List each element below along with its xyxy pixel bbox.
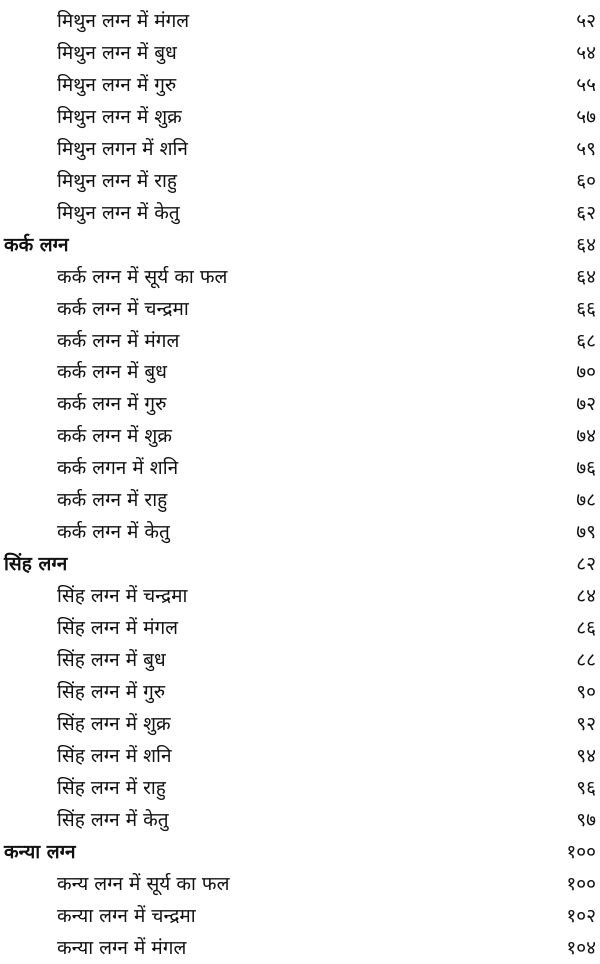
toc-entry — [0, 773, 600, 804]
toc-page-number: ८४ — [576, 585, 596, 608]
toc-entry — [0, 581, 600, 612]
toc-page-number: ७० — [576, 361, 596, 384]
toc-page-number: ५२ — [576, 10, 596, 32]
toc-heading-title: कर्क लग्न — [4, 233, 69, 256]
toc-entry-title: सिंह लग्न में केतु — [57, 808, 169, 831]
toc-entry — [0, 262, 600, 293]
toc-entry-title: कर्क लग्न में मंगल — [57, 329, 180, 352]
toc-entry — [0, 389, 600, 420]
toc-entry-title: मिथुन लग्न में शुक्र — [57, 105, 182, 128]
toc-entry-title: मिथुन लग्न में केतु — [57, 201, 180, 224]
toc-page-number: ७८ — [576, 489, 596, 512]
toc-entry-title: कन्या लग्न में मंगल — [57, 936, 187, 959]
toc-page-number: ७९ — [576, 521, 596, 544]
toc-entry-title: कर्क लग्न में सूर्य का फल — [57, 265, 228, 288]
toc-entry — [0, 198, 600, 229]
toc-entry-title: कर्क लग्न में केतु — [57, 521, 170, 544]
toc-entry-title: कन्य लग्न में सूर्य का फल — [57, 872, 230, 895]
toc-entry-title: मिथुन लग्न में राहु — [57, 169, 177, 192]
toc-page-number: ५५ — [576, 73, 596, 96]
toc-entry — [0, 869, 600, 900]
toc-entry-title: कर्क लग्न में बुध — [57, 361, 167, 384]
toc-page-number: ७४ — [576, 425, 596, 448]
toc-entry — [0, 741, 600, 772]
toc-entry-title: मिथुन लग्न में गुरु — [57, 73, 177, 96]
toc-entry-title: सिंह लग्न में मंगल — [57, 617, 179, 640]
toc-entry — [0, 6, 600, 37]
toc-entry — [0, 453, 600, 484]
toc-page-number: ६४ — [576, 265, 596, 288]
toc-entry — [0, 294, 600, 325]
toc-entry — [0, 357, 600, 388]
toc-entry — [0, 326, 600, 357]
toc-page-number: ९० — [576, 681, 596, 704]
toc-page-number: ५४ — [576, 41, 596, 64]
toc-section-heading — [0, 837, 600, 868]
toc-page-number: ७६ — [576, 457, 596, 480]
toc-page-number: ६० — [576, 169, 596, 192]
toc-section-heading — [0, 549, 600, 580]
toc-entry — [0, 70, 600, 101]
toc-entry — [0, 485, 600, 516]
toc-heading-title: कन्या लग्न — [4, 840, 76, 863]
toc-page-number: ७२ — [576, 393, 596, 416]
toc-page-number: ६६ — [576, 297, 596, 320]
toc-entry-title: कर्क लगन में शनि — [57, 457, 179, 480]
toc-page-number: १०२ — [566, 904, 596, 927]
toc-page-number: १०० — [566, 872, 596, 895]
toc-page-number: ६२ — [576, 201, 596, 224]
toc-entry-title: सिंह लग्न में शुक्र — [57, 712, 171, 735]
toc-entry — [0, 102, 600, 133]
toc-page-number: ९७ — [576, 808, 596, 831]
toc-page-number: १०० — [566, 840, 596, 863]
toc-page-number: ६४ — [576, 233, 596, 256]
toc-entry-title: सिंह लग्न में गुरु — [57, 681, 166, 704]
toc-entry-title: कन्या लग्न में चन्द्रमा — [57, 904, 196, 927]
toc-entry — [0, 166, 600, 197]
toc-entry-title: सिंह लग्न में शनि — [57, 744, 172, 767]
toc-entry — [0, 517, 600, 548]
toc-entry — [0, 134, 600, 165]
toc-page-number: ९४ — [576, 744, 596, 767]
toc-entry-title: सिंह लग्न में चन्द्रमा — [57, 585, 188, 608]
toc-entry — [0, 933, 600, 964]
toc-entry — [0, 805, 600, 836]
toc-page-number: ८६ — [576, 617, 596, 640]
toc-entry — [0, 677, 600, 708]
toc-entry-title: मिथुन लग्न में बुध — [57, 41, 177, 64]
toc-page-number: ८२ — [576, 553, 596, 576]
toc-heading-title: सिंह लग्न — [4, 553, 68, 576]
toc-entry-title: कर्क लग्न में शुक्र — [57, 425, 172, 448]
toc-entry-title: मिथुन लग्न में मंगल — [57, 10, 190, 32]
toc-entry — [0, 709, 600, 740]
toc-entry — [0, 613, 600, 644]
toc-entry-title: सिंह लग्न में बुध — [57, 649, 166, 672]
toc-entry — [0, 421, 600, 452]
table-of-contents — [0, 6, 600, 964]
toc-entry-title: कर्क लग्न में राहु — [57, 489, 168, 512]
toc-entry-title: कर्क लग्न में गुरु — [57, 393, 167, 416]
toc-page-number: ९२ — [576, 712, 596, 735]
toc-page-number: ९६ — [576, 776, 596, 799]
toc-entry-title: मिथुन लगन में शनि — [57, 137, 188, 160]
toc-page-number: ५७ — [576, 105, 596, 128]
toc-entry — [0, 38, 600, 69]
toc-page-number: १०४ — [566, 936, 596, 959]
toc-page-number: ८८ — [576, 649, 596, 672]
toc-section-heading — [0, 230, 600, 261]
toc-page-number: ५९ — [576, 137, 596, 160]
toc-entry-title: सिंह लग्न में राहु — [57, 776, 166, 799]
toc-page-number: ६८ — [576, 329, 596, 352]
toc-entry — [0, 901, 600, 932]
toc-entry-title: कर्क लग्न में चन्द्रमा — [57, 297, 189, 320]
toc-entry — [0, 645, 600, 676]
